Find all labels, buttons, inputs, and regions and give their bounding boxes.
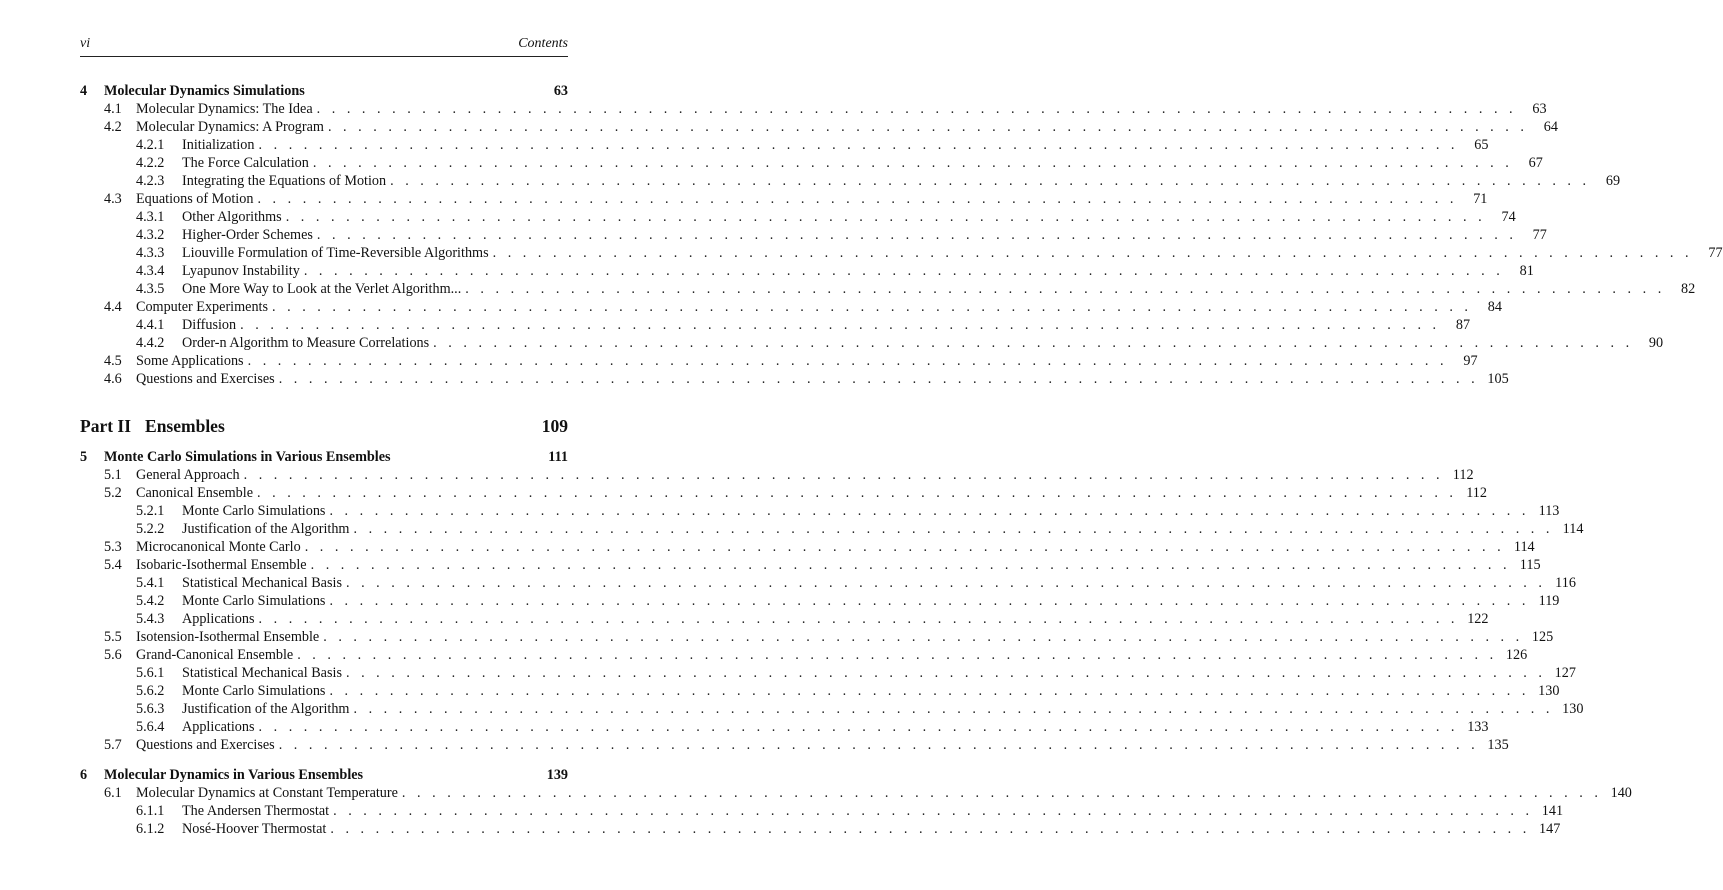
toc-title: Molecular Dynamics at Constant Temperature [136, 785, 398, 801]
toc-title: Canonical Ensemble [136, 485, 254, 501]
toc-subsection-entry[interactable] [80, 136, 1489, 154]
dot-leader: . . . . . . . . . . . . . . . . . . . . . . . . . . . . . . . . . . . . . . . . . . . . . . . . . . . . . . . . . . . . . . . . . . . . . . . . . . . . . . . . [247, 353, 1448, 369]
toc-chapter-6 [80, 766, 1632, 838]
dot-leader: . . . . . . . . . . . . . . . . . . . . . . . . . . . . . . . . . . . . . . . . . . . . . . . . . . . . . . . . . . . . . . . . . . . . . . . . . . . . . . . . [353, 701, 1554, 717]
toc-page-number: 64 [1543, 119, 1558, 135]
dot-leader: . . . . . . . . . . . . . . . . . . . . . . . . . . . . . . . . . . . . . . . . . . . . . . . . . . . . . . . . . . . . . . . . . . . . . . . . . . . . . . . . [243, 467, 1444, 483]
toc-subsection-entry[interactable] [80, 208, 1516, 226]
toc-number: 4.4.1 [136, 317, 165, 333]
toc-number: 6.1.1 [136, 803, 165, 819]
toc-page-number: 126 [1505, 647, 1528, 663]
dot-leader: . . . . . . . . . . . . . . . . . . . . . . . . . . . . . . . . . . . . . . . . . . . . . . . . . . . . . . . . . . . . . . . . . . . . . . . . . . . . . . . . [329, 503, 1530, 519]
toc-section-entry[interactable] [80, 370, 1509, 388]
toc-subsection-entry[interactable] [80, 718, 1489, 736]
toc-page-number: 112 [1466, 485, 1487, 501]
dot-leader: . . . . . . . . . . . . . . . . . . . . . . . . . . . . . . . . . . . . . . . . . . . . . . . . . . . . . . . . . . . . . . . . . . . . . . . . . . . . . . . . [258, 137, 1459, 153]
dot-leader: . . . . . . . . . . . . . . . . . . . . . . . . . . . . . . . . . . . . . . . . . . . . . . . . . . . . . . . . . . . . . . . . . . . . . . . . . . . . . . . . [285, 209, 1486, 225]
toc-subsection-entry[interactable] [80, 664, 1576, 682]
toc-subsection-entry[interactable] [80, 244, 1723, 262]
toc-page-number: 87 [1455, 317, 1471, 333]
toc-page-number: 71 [1473, 191, 1488, 207]
toc-page-number: 127 [1554, 665, 1576, 681]
toc-title: Monte Carlo Simulations [182, 593, 326, 609]
dot-leader: . . . . . . . . . . . . . . . . . . . . . . . . . . . . . . . . . . . . . . . . . . . . . . . . . . . . . . . . . . . . . . . . . . . . . . . . . . . . . . . . [333, 803, 1534, 819]
chapter-gap [80, 754, 568, 766]
toc-number: 5.2.2 [136, 521, 165, 537]
toc-number: 5.1 [104, 467, 122, 483]
toc-title: Justification of the Algorithm [182, 521, 350, 537]
toc-number: 4.6 [104, 371, 122, 387]
toc-page-number: 74 [1501, 209, 1516, 225]
dot-leader: . . . . . . . . . . . . . . . . . . . . . . . . . . . . . . . . . . . . . . . . . . . . . . . . . . . . . . . . . . . . . . . . . . . . . . . . . . . . . . . . [257, 191, 1458, 207]
running-header [80, 36, 568, 54]
toc-number: 4.5 [104, 353, 122, 369]
toc-number: 5.4.2 [136, 593, 165, 609]
toc-subsection-entry[interactable] [80, 574, 1576, 592]
toc-number: 5.4.1 [136, 575, 165, 591]
toc-number: 5.6.3 [136, 701, 165, 717]
table-of-contents [80, 82, 1723, 838]
toc-chapter-entry[interactable] [80, 448, 568, 466]
toc-subsection-entry[interactable] [80, 502, 1560, 520]
dot-leader: . . . . . . . . . . . . . . . . . . . . . . . . . . . . . . . . . . . . . . . . . . . . . . . . . . . . . . . . . . . . . . . . . . . . . . . . . . . . . . . . [312, 155, 1513, 171]
toc-number: 4.3.2 [136, 227, 165, 243]
toc-number: 4.2.2 [136, 155, 165, 171]
dot-leader: . . . . . . . . . . . . . . . . . . . . . . . . . . . . . . . . . . . . . . . . . . . . . . . . . . . . . . . . . . . . . . . . . . . . . . . . . . . . . . . . [323, 629, 1524, 645]
toc-title: Molecular Dynamics: A Program [136, 119, 324, 135]
toc-page-number: 133 [1467, 719, 1489, 735]
toc-page-number: 140 [1610, 785, 1632, 801]
toc-number: 5.6.1 [136, 665, 165, 681]
toc-title: Liouville Formulation of Time-Reversible Algorithms [182, 245, 489, 261]
toc-title: The Force Calculation [182, 155, 309, 171]
toc-page-number: 67 [1528, 155, 1543, 171]
toc-number: 4.3.3 [136, 245, 165, 261]
toc-page-number: 69 [1605, 173, 1621, 189]
toc-page-number: 113 [1538, 503, 1560, 519]
toc-page-number: 114 [1513, 539, 1535, 555]
toc-page-number: 97 [1463, 353, 1478, 369]
toc-subsection-entry[interactable] [80, 226, 1547, 244]
toc-page-number: 122 [1467, 611, 1489, 627]
dot-leader: . . . . . . . . . . . . . . . . . . . . . . . . . . . . . . . . . . . . . . . . . . . . . . . . . . . . . . . . . . . . . . . . . . . . . . . . . . . . . . . . [258, 719, 1459, 735]
toc-page-number: 82 [1681, 281, 1696, 297]
toc-page-number: 147 [1539, 821, 1561, 837]
toc-title: The Andersen Thermostat [182, 803, 330, 819]
toc-page-number: 63 [1532, 101, 1547, 117]
dot-leader: . . . . . . . . . . . . . . . . . . . . . . . . . . . . . . . . . . . . . . . . . . . . . . . . . . . . . . . . . . . . . . . . . . . . . . . . . . . . . . . . [278, 737, 1479, 753]
toc-title: Isobaric-Isothermal Ensemble [136, 557, 307, 573]
toc-title: Some Applications [136, 353, 244, 369]
toc-page-number: 115 [1519, 557, 1541, 573]
toc-page-number: 119 [1538, 593, 1560, 609]
toc-subsection-entry[interactable] [80, 262, 1534, 280]
dot-leader: . . . . . . . . . . . . . . . . . . . . . . . . . . . . . . . . . . . . . . . . . . . . . . . . . . . . . . . . . . . . . . . . . . . . . . . . . . . . . . . . [390, 173, 1591, 189]
toc-chapter-entry[interactable] [80, 82, 568, 100]
dot-leader: . . . . . . . . . . . . . . . . . . . . . . . . . . . . . . . . . . . . . . . . . . . . . . . . . . . . . . . . . . . . . . . . . . . . . . . . . . . . . . . . [433, 335, 1634, 351]
toc-subsection-entry[interactable] [80, 520, 1584, 538]
toc-page-number: 111 [548, 449, 568, 465]
toc-subsection-entry[interactable] [80, 154, 1543, 172]
toc-subsection-entry[interactable] [80, 172, 1621, 190]
toc-page-number: 114 [1562, 521, 1584, 537]
toc-number: 4.2.1 [136, 137, 165, 153]
toc-title: Higher-Order Schemes [182, 227, 313, 243]
toc-title: Applications [182, 719, 255, 735]
toc-number: 5.2 [104, 485, 122, 501]
toc-page-number: 130 [1538, 683, 1560, 699]
toc-title: Statistical Mechanical Basis [182, 665, 342, 681]
toc-number: 6.1.2 [136, 821, 165, 837]
dot-leader: . . . . . . . . . . . . . . . . . . . . . . . . . . . . . . . . . . . . . . . . . . . . . . . . . . . . . . . . . . . . . . . . . . . . . . . . . . . . . . . . [316, 227, 1517, 243]
toc-page-number: 77 [1532, 227, 1547, 243]
toc-title: Other Algorithms [182, 209, 282, 225]
toc-subsection-entry[interactable] [80, 802, 1564, 820]
dot-leader: . . . . . . . . . . . . . . . . . . . . . . . . . . . . . . . . . . . . . . . . . . . . . . . . . . . . . . . . . . . . . . . . . . . . . . . . . . . . . . . . [353, 521, 1554, 537]
part-page: 109 [541, 416, 568, 436]
toc-page-number: 135 [1487, 737, 1509, 753]
toc-title: Order-n Algorithm to Measure Correlations [182, 335, 430, 351]
toc-number: 4.3.5 [136, 281, 165, 297]
dot-leader: . . . . . . . . . . . . . . . . . . . . . . . . . . . . . . . . . . . . . . . . . . . . . . . . . . . . . . . . . . . . . . . . . . . . . . . . . . . . . . . . [257, 485, 1457, 501]
toc-title: Diffusion [182, 317, 237, 333]
dot-leader: . . . . . . . . . . . . . . . . . . . . . . . . . . . . . . . . . . . . . . . . . . . . . . . . . . . . . . . . . . . . . . . . . . . . . . . . . . . . . . . . [304, 539, 1505, 555]
toc-section-entry[interactable] [80, 118, 1558, 136]
part-name: Ensembles [145, 416, 225, 436]
toc-page-number: 81 [1519, 263, 1534, 279]
dot-leader: . . . . . . . . . . . . . . . . . . . . . . . . . . . . . . . . . . . . . . . . . . . . . . . . . . . . . . . . . . . . . . . . . . . . . . . . . . . . . . . . [316, 101, 1517, 117]
toc-section-entry[interactable] [80, 190, 1488, 208]
toc-number: 4 [80, 83, 88, 99]
running-title: Contents [518, 36, 568, 51]
toc-section-entry[interactable] [80, 538, 1535, 556]
toc-subsection-entry[interactable] [80, 280, 1696, 298]
toc-title: Molecular Dynamics: The Idea [136, 101, 313, 117]
toc-title: Questions and Exercises [136, 737, 275, 753]
toc-chapter-5 [80, 448, 1584, 754]
toc-title: Justification of the Algorithm [182, 701, 350, 717]
dot-leader: . . . . . . . . . . . . . . . . . . . . . . . . . . . . . . . . . . . . . . . . . . . . . . . . . . . . . . . . . . . . . . . . . . . . . . . . . . . . . . . . [329, 593, 1530, 609]
dot-leader: . . . . . . . . . . . . . . . . . . . . . . . . . . . . . . . . . . . . . . . . . . . . . . . . . . . . . . . . . . . . . . . . . . . . . . . . . . . . . . . . [465, 281, 1666, 297]
toc-chapter-entry[interactable] [80, 766, 568, 784]
toc-title: One More Way to Look at the Verlet Algorithm... [182, 281, 462, 297]
dot-leader: . . . . . . . . . . . . . . . . . . . . . . . . . . . . . . . . . . . . . . . . . . . . . . . . . . . . . . . . . . . . . . . . . . . . . . . . . . . . . . . . [240, 317, 1441, 333]
toc-section-entry[interactable] [80, 556, 1541, 574]
part-label: Part II [80, 416, 132, 436]
toc-title: Grand-Canonical Ensemble [136, 647, 294, 663]
toc-subsection-entry[interactable] [80, 682, 1560, 700]
toc-title: Molecular Dynamics in Various Ensembles [104, 767, 364, 783]
toc-page-number: 90 [1648, 335, 1664, 351]
toc-subsection-entry[interactable] [80, 334, 1664, 352]
toc-title: Initialization [182, 137, 255, 153]
dot-leader: . . . . . . . . . . . . . . . . . . . . . . . . . . . . . . . . . . . . . . . . . . . . . . . . . . . . . . . . . . . . . . . . . . . . . . . . . . . . . . . . [303, 263, 1504, 279]
toc-title: Lyapunov Instability [182, 263, 300, 279]
toc-chapter-4 [80, 82, 1723, 388]
toc-page-number: 84 [1487, 299, 1502, 315]
toc-number: 5.6.4 [136, 719, 165, 735]
page-number-label: vi [80, 36, 91, 51]
toc-number: 5.7 [104, 737, 122, 753]
toc-title: Statistical Mechanical Basis [182, 575, 342, 591]
toc-page-number: 139 [546, 767, 568, 783]
toc-number: 6.1 [104, 785, 122, 801]
toc-section-entry[interactable] [80, 298, 1502, 316]
toc-title: Monte Carlo Simulations [182, 503, 326, 519]
toc-subsection-entry[interactable] [80, 592, 1560, 610]
toc-page-number: 112 [1452, 467, 1474, 483]
toc-number: 4.3.4 [136, 263, 165, 279]
dot-leader: . . . . . . . . . . . . . . . . . . . . . . . . . . . . . . . . . . . . . . . . . . . . . . . . . . . . . . . . . . . . . . . . . . . . . . . . . . . . . . . . [330, 821, 1531, 837]
toc-title: Equations of Motion [136, 191, 254, 207]
toc-title: Nosé-Hoover Thermostat [182, 821, 327, 837]
toc-section-entry[interactable] [80, 352, 1478, 370]
toc-title: Monte Carlo Simulations [182, 683, 326, 699]
toc-section-entry[interactable] [80, 646, 1528, 664]
toc-section-entry[interactable] [80, 628, 1554, 646]
dot-leader: . . . . . . . . . . . . . . . . . . . . . . . . . . . . . . . . . . . . . . . . . . . . . . . . . . . . . . . . . . . . . . . . . . . . . . . . . . . . . . . . [345, 575, 1546, 591]
toc-number: 4.4 [104, 299, 122, 315]
toc-section-entry[interactable] [80, 466, 1474, 484]
toc-number: 5 [80, 449, 88, 465]
dot-leader: . . . . . . . . . . . . . . . . . . . . . . . . . . . . . . . . . . . . . . . . . . . . . . . . . . . . . . . . . . . . . . . . . . . . . . . . . . . . . . . . [492, 245, 1693, 261]
toc-section-entry[interactable] [80, 100, 1547, 118]
toc-number: 5.4 [104, 557, 122, 573]
toc-number: 5.3 [104, 539, 122, 555]
toc-page-number: 141 [1541, 803, 1564, 819]
toc-title: General Approach [136, 467, 240, 483]
toc-subsection-entry[interactable] [80, 610, 1489, 628]
part-heading [80, 414, 568, 438]
toc-page-number: 116 [1555, 575, 1576, 591]
toc-section-entry[interactable] [80, 736, 1509, 754]
toc-page-number: 65 [1474, 137, 1489, 153]
toc-section-entry[interactable] [80, 484, 1487, 502]
toc-subsection-entry[interactable] [80, 820, 1561, 838]
toc-number: 5.4.3 [136, 611, 165, 627]
toc-number: 4.3 [104, 191, 122, 207]
toc-title: Isotension-Isothermal Ensemble [136, 629, 320, 645]
toc-title: Computer Experiments [136, 299, 268, 315]
toc-page-number: 105 [1487, 371, 1509, 387]
toc-number: 4.4.2 [136, 335, 165, 351]
toc-page-number: 63 [553, 83, 568, 99]
toc-subsection-entry[interactable] [80, 700, 1584, 718]
toc-number: 4.2.3 [136, 173, 165, 189]
toc-title: Microcanonical Monte Carlo [136, 539, 301, 555]
toc-title: Integrating the Equations of Motion [182, 173, 387, 189]
toc-section-entry[interactable] [80, 784, 1632, 802]
toc-number: 5.5 [104, 629, 122, 645]
dot-leader: . . . . . . . . . . . . . . . . . . . . . . . . . . . . . . . . . . . . . . . . . . . . . . . . . . . . . . . . . . . . . . . . . . . . . . . . . . . . . . . . [329, 683, 1530, 699]
toc-number: 5.2.1 [136, 503, 165, 519]
toc-page-number: 125 [1531, 629, 1554, 645]
toc-title: Applications [182, 611, 255, 627]
toc-title: Questions and Exercises [136, 371, 275, 387]
dot-leader: . . . . . . . . . . . . . . . . . . . . . . . . . . . . . . . . . . . . . . . . . . . . . . . . . . . . . . . . . . . . . . . . . . . . . . . . . . . . . . . . [310, 557, 1511, 573]
toc-subsection-entry[interactable] [80, 316, 1471, 334]
toc-number: 5.6.2 [136, 683, 165, 699]
dot-leader: . . . . . . . . . . . . . . . . . . . . . . . . . . . . . . . . . . . . . . . . . . . . . . . . . . . . . . . . . . . . . . . . . . . . . . . . . . . . . . . . [345, 665, 1546, 681]
toc-number: 6 [80, 767, 88, 783]
dot-leader: . . . . . . . . . . . . . . . . . . . . . . . . . . . . . . . . . . . . . . . . . . . . . . . . . . . . . . . . . . . . . . . . . . . . . . . . . . . . . . . . [258, 611, 1459, 627]
toc-number: 4.2 [104, 119, 122, 135]
dot-leader: . . . . . . . . . . . . . . . . . . . . . . . . . . . . . . . . . . . . . . . . . . . . . . . . . . . . . . . . . . . . . . . . . . . . . . . . . . . . . . . . [272, 299, 1472, 315]
dot-leader: . . . . . . . . . . . . . . . . . . . . . . . . . . . . . . . . . . . . . . . . . . . . . . . . . . . . . . . . . . . . . . . . . . . . . . . . . . . . . . . . [297, 647, 1498, 663]
toc-number: 5.6 [104, 647, 122, 663]
dot-leader: . . . . . . . . . . . . . . . . . . . . . . . . . . . . . . . . . . . . . . . . . . . . . . . . . . . . . . . . . . . . . . . . . . . . . . . . . . . . . . . . [327, 119, 1528, 135]
toc-page-number: 130 [1562, 701, 1584, 717]
dot-leader: . . . . . . . . . . . . . . . . . . . . . . . . . . . . . . . . . . . . . . . . . . . . . . . . . . . . . . . . . . . . . . . . . . . . . . . . . . . . . . . . [278, 371, 1479, 387]
dot-leader: . . . . . . . . . . . . . . . . . . . . . . . . . . . . . . . . . . . . . . . . . . . . . . . . . . . . . . . . . . . . . . . . . . . . . . . . . . . . . . . . [401, 785, 1602, 801]
toc-number: 4.1 [104, 101, 122, 117]
header-rule [80, 56, 568, 57]
toc-page-number: 77 [1708, 245, 1723, 261]
toc-title: Molecular Dynamics Simulations [104, 83, 305, 99]
toc-title: Monte Carlo Simulations in Various Ensembles [104, 449, 391, 465]
toc-number: 4.3.1 [136, 209, 165, 225]
